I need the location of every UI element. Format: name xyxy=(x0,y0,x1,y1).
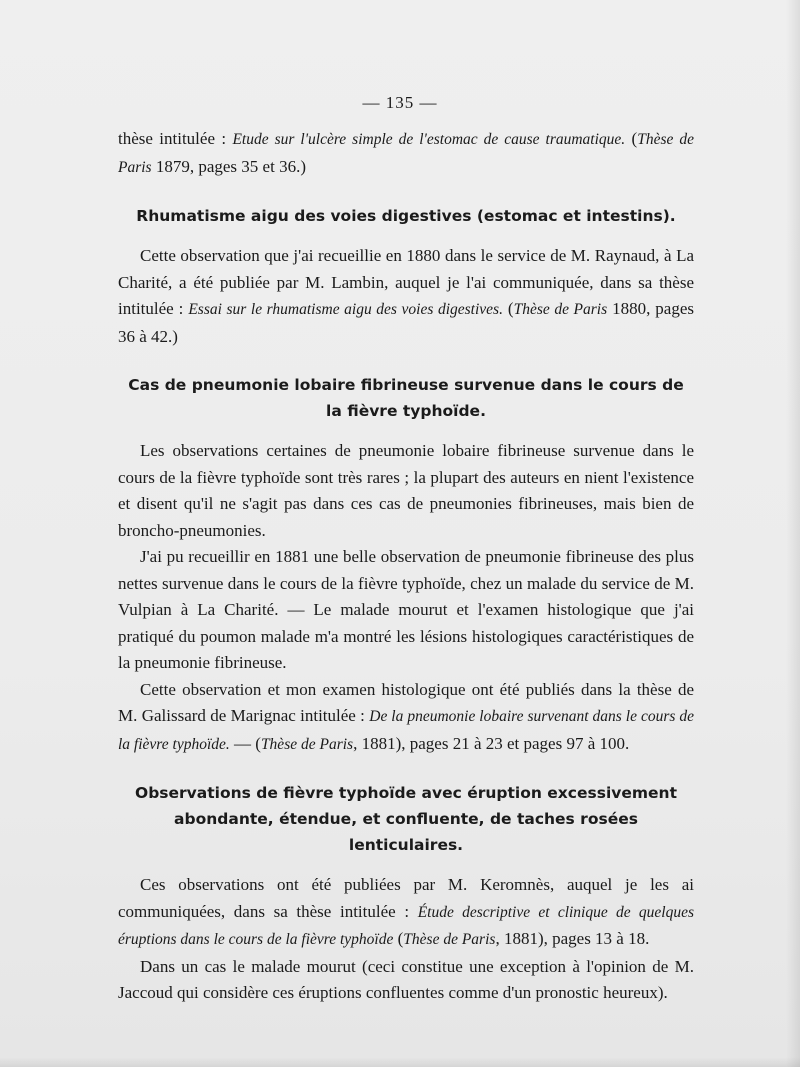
paragraph-continuation xyxy=(118,126,694,181)
paragraph-rhumatisme xyxy=(118,243,694,350)
italic-title: Etude sur l'ulcère simple de l'estomac de cause traumatique. xyxy=(232,131,626,148)
text-run: , 1881), pages 21 à 23 et pages 97 à 100. xyxy=(353,733,630,753)
section-heading-fievre-typhoide: Observations de fièvre typhoïde avec éruption excessivement abondante, étendue, et confluente, de taches rosées lenticulaires. xyxy=(135,784,677,854)
page-content xyxy=(118,126,694,1007)
text-run: 1880, pages 36 à 42.) xyxy=(118,299,694,346)
paragraph-eruptions-publication xyxy=(118,872,694,954)
paragraph-pneumonie-observation: J'ai pu recueillir en 1881 une belle observation de pneumonie fibrineuse des plus nettes survenue dans le cours de la fièvre typhoïde, chez un malade du service de M. Vulpian à La Charité. — Le malade mourut et l'examen histologique que j'ai pratiqué du poumon malade m'a montré les lésions histologiques caractéristiques de la pneumonie fibrineuse. xyxy=(118,547,694,672)
text-run: 1879, pages 35 et 36.) xyxy=(151,156,306,176)
text-run: , 1881), pages 13 à 18. xyxy=(495,929,650,948)
text-run: Cette observation et mon examen histologique ont été publiés dans la thèse de M. Galissard de Marignac intitulée : xyxy=(118,679,694,725)
section-heading-pneumonie: Cas de pneumonie lobaire fibrineuse survenue dans le cours de la fièvre typhoïde. xyxy=(128,376,684,420)
text-run: thèse intitulée : xyxy=(118,129,233,148)
italic-citation: Thèse de Paris xyxy=(260,735,354,753)
italic-citation: Thèse de Paris xyxy=(403,931,496,948)
italic-citation: Thèse de Paris xyxy=(118,131,694,176)
page-edge-shadow xyxy=(786,0,800,1067)
text-run: ( xyxy=(625,129,638,148)
italic-citation: Thèse de Paris xyxy=(513,301,608,318)
text-run: — ( xyxy=(229,733,261,753)
text-run: ( xyxy=(502,299,514,318)
paragraph-pneumonie-publication xyxy=(118,677,694,759)
text-run: Ces observations ont été publiées par M. Keromnès, auquel je les ai communiquées, dans sa thèse intitulée : xyxy=(118,875,694,921)
section-heading-rhumatisme: Rhumatisme aigu des voies digestives (estomac et intestins). xyxy=(136,207,676,225)
italic-title: Étude descriptive et clinique de quelques éruptions dans le cours de la fièvre typhoïde xyxy=(118,903,694,948)
page-bottom-shadow xyxy=(0,1057,800,1067)
text-run: Cette observation que j'ai recueillie en 1880 dans le service de M. Raynaud, à La Charité, a été publiée par M. Lambin, auquel je l'ai communiquée, dans sa thèse intitulée : xyxy=(118,246,694,318)
italic-title: De la pneumonie lobaire survenant dans le cours de la fièvre typhoïde. xyxy=(118,708,695,753)
paragraph-pneumonie-intro: Les observations certaines de pneumonie lobaire fibrineuse survenue dans le cours de la fièvre typhoïde sont très rares ; la plupart des auteurs en nient l'existence et disent qu'il ne s'agit pas dans ces cas de pneumonies fibrineuses, mais bien de broncho-pneumonies. xyxy=(118,441,694,540)
page-number: — 135 — xyxy=(362,93,438,112)
italic-title: Essai sur le rhumatisme aigu des voies digestives. xyxy=(188,301,503,318)
paragraph-eruptions-case: Dans un cas le malade mourut (ceci constitue une exception à l'opinion de M. Jaccoud qui considère ces éruptions confluentes comme d'un pronostic heureux). xyxy=(118,956,694,1002)
text-run: ( xyxy=(393,929,404,948)
